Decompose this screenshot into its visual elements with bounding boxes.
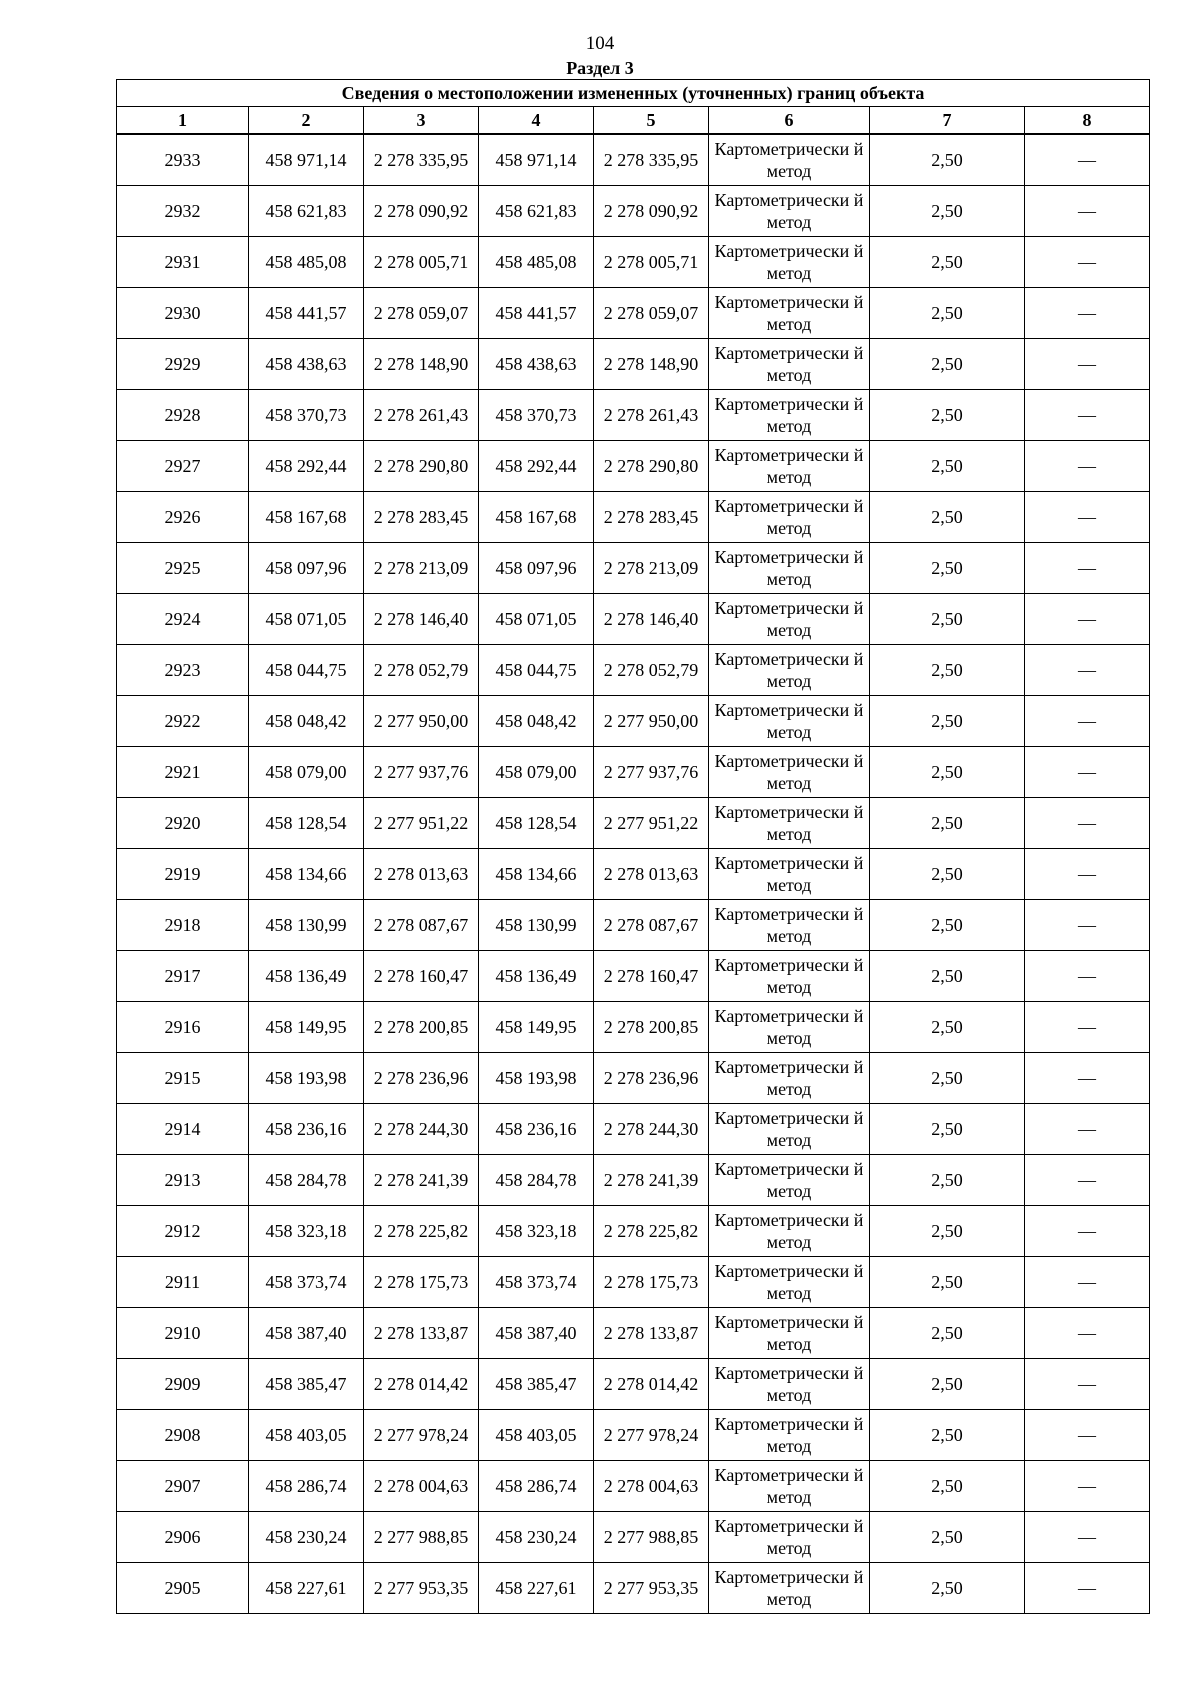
- description-cell: —: [1025, 645, 1150, 696]
- x-old-cell: 458 387,40: [249, 1308, 364, 1359]
- y-old-cell: 2 278 335,95: [364, 134, 479, 186]
- description-cell: —: [1025, 1461, 1150, 1512]
- point-number-cell: 2913: [117, 1155, 249, 1206]
- x-new-cell: 458 167,68: [479, 492, 594, 543]
- point-number-cell: 2916: [117, 1002, 249, 1053]
- y-new-cell: 2 278 160,47: [594, 951, 709, 1002]
- table-row: [117, 186, 1150, 237]
- y-old-cell: 2 277 953,35: [364, 1563, 479, 1614]
- point-number-cell: 2930: [117, 288, 249, 339]
- method-cell: Картометрически й метод: [709, 1002, 870, 1053]
- method-cell: Картометрически й метод: [709, 288, 870, 339]
- y-old-cell: 2 278 200,85: [364, 1002, 479, 1053]
- method-cell: Картометрически й метод: [709, 1563, 870, 1614]
- accuracy-cell: 2,50: [870, 237, 1025, 288]
- description-cell: —: [1025, 1104, 1150, 1155]
- method-cell: Картометрически й метод: [709, 645, 870, 696]
- y-old-cell: 2 278 014,42: [364, 1359, 479, 1410]
- description-cell: —: [1025, 441, 1150, 492]
- table-row: [117, 1308, 1150, 1359]
- point-number-cell: 2918: [117, 900, 249, 951]
- point-number-cell: 2929: [117, 339, 249, 390]
- column-number-5: 5: [594, 107, 709, 135]
- accuracy-cell: 2,50: [870, 645, 1025, 696]
- method-cell: Картометрически й метод: [709, 1512, 870, 1563]
- accuracy-cell: 2,50: [870, 339, 1025, 390]
- table-row: [117, 339, 1150, 390]
- x-new-cell: 458 403,05: [479, 1410, 594, 1461]
- y-old-cell: 2 278 225,82: [364, 1206, 479, 1257]
- description-cell: —: [1025, 543, 1150, 594]
- accuracy-cell: 2,50: [870, 1512, 1025, 1563]
- table-row: [117, 390, 1150, 441]
- method-cell: Картометрически й метод: [709, 1461, 870, 1512]
- table-row: [117, 134, 1150, 186]
- y-old-cell: 2 278 148,90: [364, 339, 479, 390]
- table-row: [117, 696, 1150, 747]
- table-row: [117, 645, 1150, 696]
- method-cell: Картометрически й метод: [709, 951, 870, 1002]
- y-new-cell: 2 278 261,43: [594, 390, 709, 441]
- x-new-cell: 458 136,49: [479, 951, 594, 1002]
- table-caption-row: [117, 80, 1150, 107]
- y-old-cell: 2 278 087,67: [364, 900, 479, 951]
- description-cell: —: [1025, 1512, 1150, 1563]
- description-cell: —: [1025, 1155, 1150, 1206]
- table-body: [117, 134, 1150, 1614]
- x-old-cell: 458 441,57: [249, 288, 364, 339]
- x-old-cell: 458 403,05: [249, 1410, 364, 1461]
- description-cell: —: [1025, 798, 1150, 849]
- column-number-8: 8: [1025, 107, 1150, 135]
- description-cell: —: [1025, 339, 1150, 390]
- x-old-cell: 458 385,47: [249, 1359, 364, 1410]
- y-old-cell: 2 278 160,47: [364, 951, 479, 1002]
- y-new-cell: 2 277 953,35: [594, 1563, 709, 1614]
- x-new-cell: 458 323,18: [479, 1206, 594, 1257]
- method-cell: Картометрически й метод: [709, 1410, 870, 1461]
- table-row: [117, 1104, 1150, 1155]
- accuracy-cell: 2,50: [870, 1461, 1025, 1512]
- y-new-cell: 2 278 290,80: [594, 441, 709, 492]
- y-new-cell: 2 278 087,67: [594, 900, 709, 951]
- point-number-cell: 2928: [117, 390, 249, 441]
- point-number-cell: 2914: [117, 1104, 249, 1155]
- x-old-cell: 458 044,75: [249, 645, 364, 696]
- y-old-cell: 2 278 059,07: [364, 288, 479, 339]
- point-number-cell: 2933: [117, 134, 249, 186]
- table-row: [117, 951, 1150, 1002]
- table-row: [117, 237, 1150, 288]
- y-new-cell: 2 278 146,40: [594, 594, 709, 645]
- description-cell: —: [1025, 747, 1150, 798]
- x-new-cell: 458 387,40: [479, 1308, 594, 1359]
- y-new-cell: 2 278 225,82: [594, 1206, 709, 1257]
- description-cell: —: [1025, 186, 1150, 237]
- page-number: 104: [585, 33, 615, 54]
- x-old-cell: 458 128,54: [249, 798, 364, 849]
- column-number-1: 1: [117, 107, 249, 135]
- y-new-cell: 2 278 283,45: [594, 492, 709, 543]
- x-old-cell: 458 071,05: [249, 594, 364, 645]
- y-old-cell: 2 278 146,40: [364, 594, 479, 645]
- x-old-cell: 458 284,78: [249, 1155, 364, 1206]
- x-new-cell: 458 292,44: [479, 441, 594, 492]
- method-cell: Картометрически й метод: [709, 237, 870, 288]
- point-number-cell: 2927: [117, 441, 249, 492]
- accuracy-cell: 2,50: [870, 1053, 1025, 1104]
- table-row: [117, 1410, 1150, 1461]
- description-cell: —: [1025, 390, 1150, 441]
- x-new-cell: 458 236,16: [479, 1104, 594, 1155]
- accuracy-cell: 2,50: [870, 747, 1025, 798]
- method-cell: Картометрически й метод: [709, 594, 870, 645]
- accuracy-cell: 2,50: [870, 186, 1025, 237]
- y-new-cell: 2 278 013,63: [594, 849, 709, 900]
- x-new-cell: 458 044,75: [479, 645, 594, 696]
- x-new-cell: 458 621,83: [479, 186, 594, 237]
- y-old-cell: 2 278 133,87: [364, 1308, 479, 1359]
- method-cell: Картометрически й метод: [709, 696, 870, 747]
- y-new-cell: 2 278 004,63: [594, 1461, 709, 1512]
- table-row: [117, 900, 1150, 951]
- point-number-cell: 2911: [117, 1257, 249, 1308]
- y-old-cell: 2 277 937,76: [364, 747, 479, 798]
- x-old-cell: 458 097,96: [249, 543, 364, 594]
- y-new-cell: 2 277 988,85: [594, 1512, 709, 1563]
- point-number-cell: 2908: [117, 1410, 249, 1461]
- point-number-cell: 2923: [117, 645, 249, 696]
- x-new-cell: 458 971,14: [479, 134, 594, 186]
- x-old-cell: 458 971,14: [249, 134, 364, 186]
- method-cell: Картометрически й метод: [709, 339, 870, 390]
- table-row: [117, 1257, 1150, 1308]
- x-old-cell: 458 227,61: [249, 1563, 364, 1614]
- y-old-cell: 2 277 988,85: [364, 1512, 479, 1563]
- y-new-cell: 2 277 937,76: [594, 747, 709, 798]
- y-old-cell: 2 278 244,30: [364, 1104, 479, 1155]
- x-new-cell: 458 286,74: [479, 1461, 594, 1512]
- accuracy-cell: 2,50: [870, 492, 1025, 543]
- table-row: [117, 1155, 1150, 1206]
- table-row: [117, 441, 1150, 492]
- point-number-cell: 2915: [117, 1053, 249, 1104]
- x-new-cell: 458 385,47: [479, 1359, 594, 1410]
- method-cell: Картометрически й метод: [709, 441, 870, 492]
- x-new-cell: 458 193,98: [479, 1053, 594, 1104]
- x-old-cell: 458 621,83: [249, 186, 364, 237]
- point-number-cell: 2905: [117, 1563, 249, 1614]
- x-old-cell: 458 134,66: [249, 849, 364, 900]
- accuracy-cell: 2,50: [870, 951, 1025, 1002]
- x-old-cell: 458 292,44: [249, 441, 364, 492]
- method-cell: Картометрически й метод: [709, 1359, 870, 1410]
- point-number-cell: 2910: [117, 1308, 249, 1359]
- section-title: Раздел 3: [566, 58, 634, 78]
- x-new-cell: 458 128,54: [479, 798, 594, 849]
- x-old-cell: 458 079,00: [249, 747, 364, 798]
- table-row: [117, 1563, 1150, 1614]
- y-old-cell: 2 278 004,63: [364, 1461, 479, 1512]
- table-row: [117, 747, 1150, 798]
- accuracy-cell: 2,50: [870, 1155, 1025, 1206]
- table-row: [117, 849, 1150, 900]
- y-new-cell: 2 278 236,96: [594, 1053, 709, 1104]
- column-number-7: 7: [870, 107, 1025, 135]
- table-row: [117, 1359, 1150, 1410]
- x-old-cell: 458 167,68: [249, 492, 364, 543]
- y-old-cell: 2 278 052,79: [364, 645, 479, 696]
- method-cell: Картометрически й метод: [709, 1053, 870, 1104]
- accuracy-cell: 2,50: [870, 441, 1025, 492]
- x-old-cell: 458 485,08: [249, 237, 364, 288]
- accuracy-cell: 2,50: [870, 1308, 1025, 1359]
- table-row: [117, 1512, 1150, 1563]
- y-new-cell: 2 277 950,00: [594, 696, 709, 747]
- x-old-cell: 458 193,98: [249, 1053, 364, 1104]
- description-cell: —: [1025, 1257, 1150, 1308]
- x-old-cell: 458 048,42: [249, 696, 364, 747]
- table-row: [117, 1002, 1150, 1053]
- point-number-cell: 2917: [117, 951, 249, 1002]
- x-old-cell: 458 230,24: [249, 1512, 364, 1563]
- y-old-cell: 2 278 290,80: [364, 441, 479, 492]
- method-cell: Картометрически й метод: [709, 543, 870, 594]
- y-old-cell: 2 278 175,73: [364, 1257, 479, 1308]
- point-number-cell: 2907: [117, 1461, 249, 1512]
- y-old-cell: 2 278 236,96: [364, 1053, 479, 1104]
- accuracy-cell: 2,50: [870, 798, 1025, 849]
- description-cell: —: [1025, 1053, 1150, 1104]
- y-new-cell: 2 278 059,07: [594, 288, 709, 339]
- x-old-cell: 458 136,49: [249, 951, 364, 1002]
- x-old-cell: 458 323,18: [249, 1206, 364, 1257]
- description-cell: —: [1025, 1308, 1150, 1359]
- y-old-cell: 2 278 013,63: [364, 849, 479, 900]
- accuracy-cell: 2,50: [870, 134, 1025, 186]
- x-new-cell: 458 438,63: [479, 339, 594, 390]
- accuracy-cell: 2,50: [870, 1410, 1025, 1461]
- method-cell: Картометрически й метод: [709, 1308, 870, 1359]
- column-number-row: [117, 107, 1150, 135]
- accuracy-cell: 2,50: [870, 390, 1025, 441]
- column-number-3: 3: [364, 107, 479, 135]
- y-new-cell: 2 278 148,90: [594, 339, 709, 390]
- description-cell: —: [1025, 1410, 1150, 1461]
- accuracy-cell: 2,50: [870, 1104, 1025, 1155]
- y-old-cell: 2 277 978,24: [364, 1410, 479, 1461]
- x-old-cell: 458 236,16: [249, 1104, 364, 1155]
- description-cell: —: [1025, 237, 1150, 288]
- x-new-cell: 458 134,66: [479, 849, 594, 900]
- method-cell: Картометрически й метод: [709, 1104, 870, 1155]
- accuracy-cell: 2,50: [870, 594, 1025, 645]
- point-number-cell: 2912: [117, 1206, 249, 1257]
- accuracy-cell: 2,50: [870, 900, 1025, 951]
- table-row: [117, 492, 1150, 543]
- point-number-cell: 2919: [117, 849, 249, 900]
- point-number-cell: 2920: [117, 798, 249, 849]
- description-cell: —: [1025, 492, 1150, 543]
- y-new-cell: 2 278 244,30: [594, 1104, 709, 1155]
- x-new-cell: 458 485,08: [479, 237, 594, 288]
- point-number-cell: 2932: [117, 186, 249, 237]
- accuracy-cell: 2,50: [870, 1563, 1025, 1614]
- x-old-cell: 458 373,74: [249, 1257, 364, 1308]
- y-old-cell: 2 278 213,09: [364, 543, 479, 594]
- x-new-cell: 458 373,74: [479, 1257, 594, 1308]
- y-old-cell: 2 278 241,39: [364, 1155, 479, 1206]
- description-cell: —: [1025, 1002, 1150, 1053]
- point-number-cell: 2906: [117, 1512, 249, 1563]
- x-new-cell: 458 149,95: [479, 1002, 594, 1053]
- method-cell: Картометрически й метод: [709, 798, 870, 849]
- x-old-cell: 458 370,73: [249, 390, 364, 441]
- x-old-cell: 458 130,99: [249, 900, 364, 951]
- table-row: [117, 594, 1150, 645]
- y-old-cell: 2 277 951,22: [364, 798, 479, 849]
- method-cell: Картометрически й метод: [709, 1155, 870, 1206]
- point-number-cell: 2926: [117, 492, 249, 543]
- y-old-cell: 2 278 090,92: [364, 186, 479, 237]
- accuracy-cell: 2,50: [870, 1002, 1025, 1053]
- accuracy-cell: 2,50: [870, 1206, 1025, 1257]
- table-row: [117, 798, 1150, 849]
- x-new-cell: 458 441,57: [479, 288, 594, 339]
- y-new-cell: 2 278 241,39: [594, 1155, 709, 1206]
- y-new-cell: 2 277 978,24: [594, 1410, 709, 1461]
- x-new-cell: 458 284,78: [479, 1155, 594, 1206]
- method-cell: Картометрически й метод: [709, 747, 870, 798]
- description-cell: —: [1025, 696, 1150, 747]
- description-cell: —: [1025, 900, 1150, 951]
- x-new-cell: 458 079,00: [479, 747, 594, 798]
- y-old-cell: 2 278 283,45: [364, 492, 479, 543]
- table-row: [117, 1053, 1150, 1104]
- accuracy-cell: 2,50: [870, 1257, 1025, 1308]
- point-number-cell: 2922: [117, 696, 249, 747]
- y-new-cell: 2 278 005,71: [594, 237, 709, 288]
- y-new-cell: 2 278 200,85: [594, 1002, 709, 1053]
- description-cell: —: [1025, 134, 1150, 186]
- method-cell: Картометрически й метод: [709, 1206, 870, 1257]
- method-cell: Картометрически й метод: [709, 492, 870, 543]
- accuracy-cell: 2,50: [870, 696, 1025, 747]
- description-cell: —: [1025, 951, 1150, 1002]
- y-new-cell: 2 278 014,42: [594, 1359, 709, 1410]
- y-old-cell: 2 277 950,00: [364, 696, 479, 747]
- y-new-cell: 2 278 335,95: [594, 134, 709, 186]
- method-cell: Картометрически й метод: [709, 849, 870, 900]
- point-number-cell: 2921: [117, 747, 249, 798]
- boundary-coordinates-table: [116, 79, 1150, 1614]
- table-row: [117, 1461, 1150, 1512]
- accuracy-cell: 2,50: [870, 543, 1025, 594]
- description-cell: —: [1025, 594, 1150, 645]
- table-caption: Сведения о местоположении измененных (уточненных) границ объекта: [117, 80, 1150, 107]
- point-number-cell: 2909: [117, 1359, 249, 1410]
- x-new-cell: 458 097,96: [479, 543, 594, 594]
- point-number-cell: 2931: [117, 237, 249, 288]
- point-number-cell: 2924: [117, 594, 249, 645]
- method-cell: Картометрически й метод: [709, 900, 870, 951]
- y-new-cell: 2 278 133,87: [594, 1308, 709, 1359]
- column-number-2: 2: [249, 107, 364, 135]
- description-cell: —: [1025, 1359, 1150, 1410]
- method-cell: Картометрически й метод: [709, 186, 870, 237]
- y-new-cell: 2 278 090,92: [594, 186, 709, 237]
- x-new-cell: 458 130,99: [479, 900, 594, 951]
- y-new-cell: 2 278 052,79: [594, 645, 709, 696]
- accuracy-cell: 2,50: [870, 1359, 1025, 1410]
- description-cell: —: [1025, 849, 1150, 900]
- y-new-cell: 2 278 213,09: [594, 543, 709, 594]
- accuracy-cell: 2,50: [870, 849, 1025, 900]
- description-cell: —: [1025, 1206, 1150, 1257]
- description-cell: —: [1025, 1563, 1150, 1614]
- x-new-cell: 458 230,24: [479, 1512, 594, 1563]
- x-new-cell: 458 071,05: [479, 594, 594, 645]
- method-cell: Картометрически й метод: [709, 134, 870, 186]
- column-number-6: 6: [709, 107, 870, 135]
- table-row: [117, 1206, 1150, 1257]
- method-cell: Картометрически й метод: [709, 1257, 870, 1308]
- y-new-cell: 2 278 175,73: [594, 1257, 709, 1308]
- x-new-cell: 458 227,61: [479, 1563, 594, 1614]
- table-row: [117, 543, 1150, 594]
- column-number-4: 4: [479, 107, 594, 135]
- table-row: [117, 288, 1150, 339]
- method-cell: Картометрически й метод: [709, 390, 870, 441]
- x-old-cell: 458 438,63: [249, 339, 364, 390]
- y-new-cell: 2 277 951,22: [594, 798, 709, 849]
- x-old-cell: 458 286,74: [249, 1461, 364, 1512]
- x-old-cell: 458 149,95: [249, 1002, 364, 1053]
- accuracy-cell: 2,50: [870, 288, 1025, 339]
- point-number-cell: 2925: [117, 543, 249, 594]
- y-old-cell: 2 278 005,71: [364, 237, 479, 288]
- description-cell: —: [1025, 288, 1150, 339]
- x-new-cell: 458 048,42: [479, 696, 594, 747]
- x-new-cell: 458 370,73: [479, 390, 594, 441]
- y-old-cell: 2 278 261,43: [364, 390, 479, 441]
